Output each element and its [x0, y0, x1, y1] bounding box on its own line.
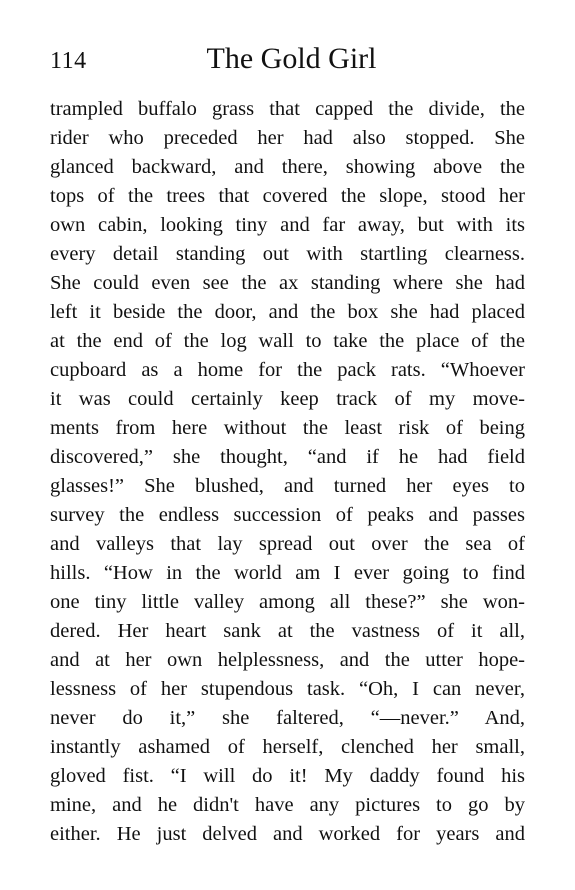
text-line: cupboard as a home for the pack rats. “Whoever — [50, 359, 525, 381]
text-line: and valleys that lay spread out over the sea of — [50, 533, 525, 555]
text-line: left it beside the door, and the box she had placed — [50, 301, 525, 323]
text-line: survey the endless succession of peaks and passes — [50, 504, 525, 526]
text-line: at the end of the log wall to take the place of the — [50, 330, 525, 352]
text-line: She could even see the ax standing where she had — [50, 272, 525, 294]
body-text — [50, 95, 525, 849]
text-line: tops of the trees that covered the slope, stood her — [50, 185, 525, 207]
page-header — [50, 40, 525, 80]
text-line: and at her own helplessness, and the utter hope- — [50, 649, 525, 671]
text-line: never do it,” she faltered, “—never.” And, — [50, 707, 525, 729]
text-line: hills. “How in the world am I ever going to find — [50, 562, 525, 584]
text-line: gloved fist. “I will do it! My daddy found his — [50, 765, 525, 787]
text-line: it was could certainly keep track of my move- — [50, 388, 525, 410]
text-line: own cabin, looking tiny and far away, but with its — [50, 214, 525, 236]
text-line: every detail standing out with startling clearness. — [50, 243, 525, 265]
text-line: rider who preceded her had also stopped. She — [50, 127, 525, 149]
running-title: The Gold Girl — [206, 42, 377, 75]
text-line: dered. Her heart sank at the vastness of it all, — [50, 620, 525, 642]
text-line: discovered,” she thought, “and if he had field — [50, 446, 525, 468]
text-line: lessness of her stupendous task. “Oh, I can never, — [50, 678, 525, 700]
text-line: mine, and he didn't have any pictures to go by — [50, 794, 525, 816]
text-line: trampled buffalo grass that capped the divide, the — [50, 98, 525, 120]
page-number: 114 — [50, 48, 87, 74]
text-line: instantly ashamed of herself, clenched her small, — [50, 736, 525, 758]
text-line: either. He just delved and worked for years and — [50, 823, 525, 845]
text-line: ments from here without the least risk of being — [50, 417, 525, 439]
text-line: one tiny little valley among all these?” she won- — [50, 591, 525, 613]
text-line: glasses!” She blushed, and turned her eyes to — [50, 475, 525, 497]
text-line: glanced backward, and there, showing above the — [50, 156, 525, 178]
